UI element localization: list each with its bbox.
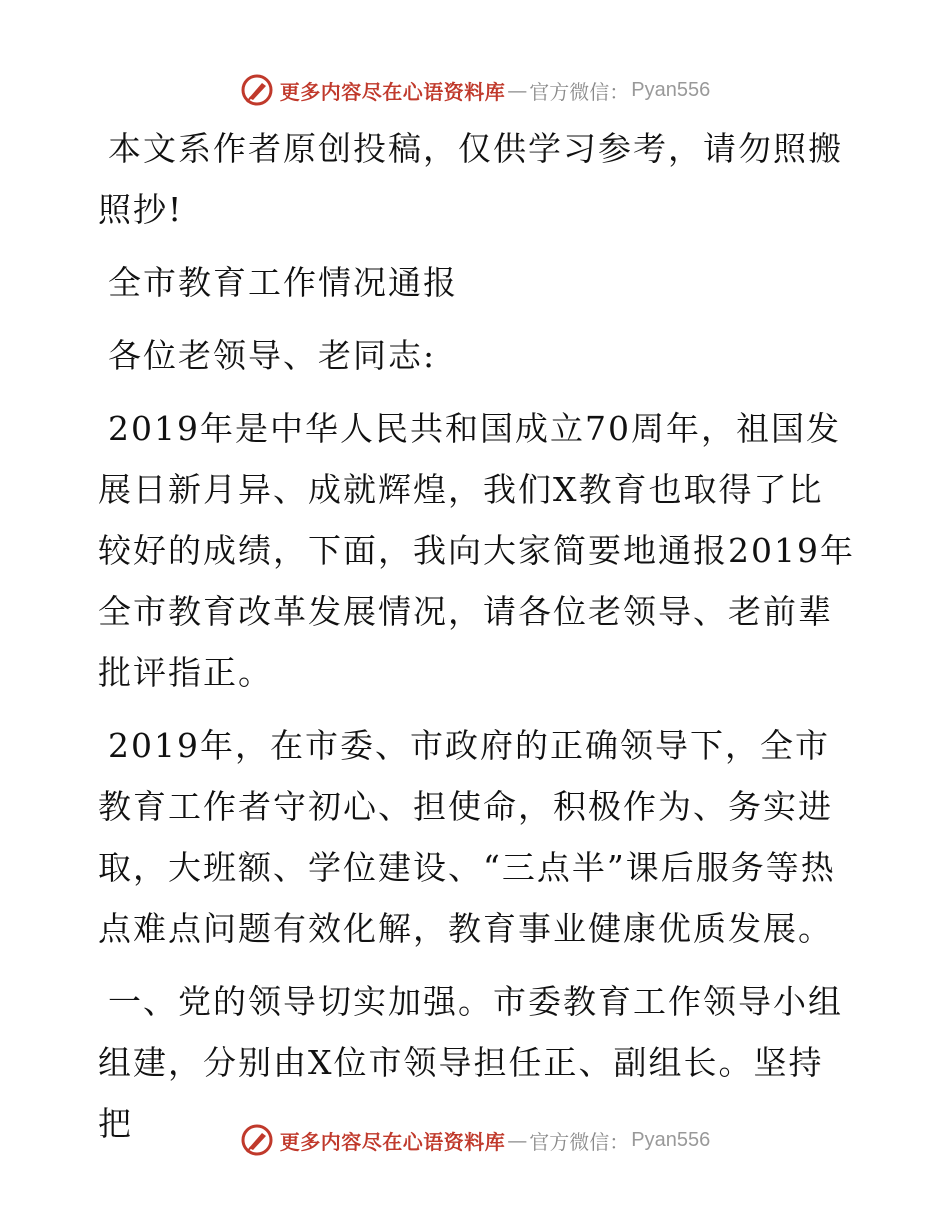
pen-logo-icon xyxy=(240,73,274,107)
watermark-text: 更多内容尽在心语资料库 xyxy=(279,1129,506,1154)
watermark-banner-bottom xyxy=(0,1120,950,1160)
watermark-id: Pyan556 xyxy=(631,1128,711,1151)
pen-logo-icon xyxy=(240,1123,274,1157)
watermark-banner-top xyxy=(0,70,950,110)
notice-text: 本文系作者原创投稿，仅供学习参考，请勿照搬照抄! xyxy=(98,129,843,229)
paragraph: 一、党的领导切实加强。市委教育工作领导小组组建，分别由X位市领导担任正、副组长。坚持把 xyxy=(98,982,843,1143)
paragraph: 2019年，在市委、市政府的正确领导下，全市教育工作者守初心、担使命，积极作为、务实进取，大班额、学位建设、“三点半”课后服务等热点难点问题有效化解，教育事业健康优质发展。 xyxy=(98,726,836,948)
watermark-text: 更多内容尽在心语资料库 xyxy=(279,79,506,104)
document-title: 全市教育工作情况通报 xyxy=(108,263,458,302)
watermark-label: 官方微信： xyxy=(529,1129,630,1154)
watermark-id: Pyan556 xyxy=(631,78,711,101)
paragraph: 2019年是中华人民共和国成立70周年，祖国发展日新月异、成就辉煌，我们X教育也取得了比较好的成绩，下面，我向大家简要地通报2019年全市教育改革发展情况，请各位老领导、老前辈批评指正。 xyxy=(98,409,855,692)
watermark-separator: — xyxy=(507,1128,528,1152)
watermark-separator: — xyxy=(507,78,528,102)
document-body xyxy=(98,118,858,1166)
watermark-label: 官方微信： xyxy=(529,79,630,104)
greeting: 各位老领导、老同志: xyxy=(108,336,437,375)
